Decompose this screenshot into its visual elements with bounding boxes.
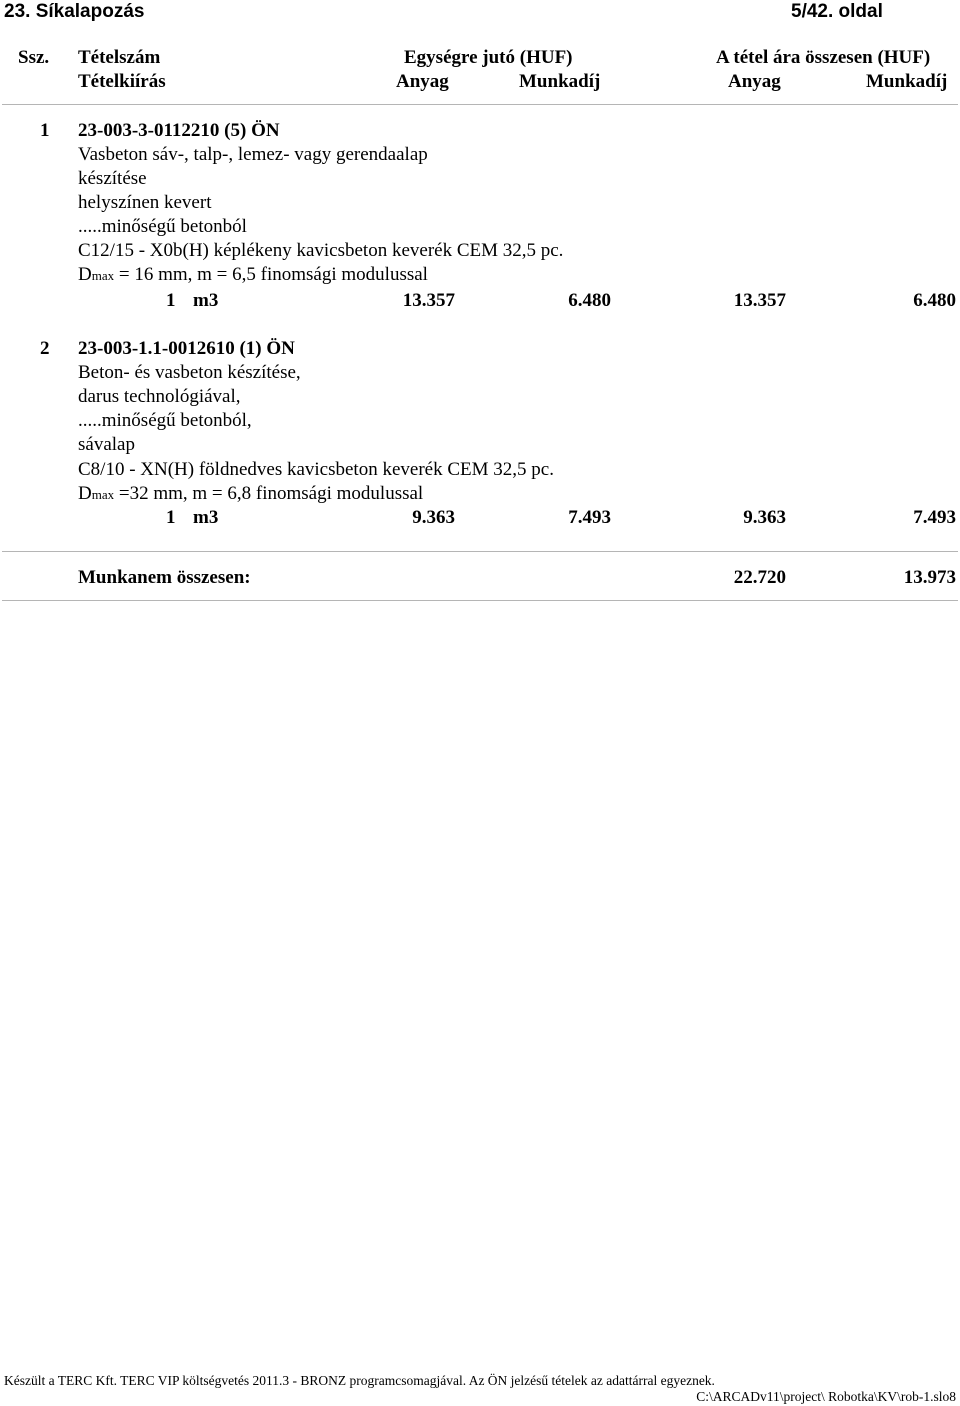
dmax-symbol: D [78,264,92,285]
item-dmax-line [78,263,428,288]
column-header-total-munkadij: Munkadíj [866,71,948,92]
item-number: 1 [40,120,50,141]
item-number: 2 [40,338,50,359]
dmax-text: =32 mm, m = 6,8 finomsági modulussal [114,483,424,504]
item-unit-anyag: 9.363 [412,507,455,528]
item-description-line: helyszínen kevert [78,192,212,213]
summary-label: Munkanem összesen: [78,567,251,588]
dmax-subscript: max [91,268,115,283]
item-description-line: Vasbeton sáv-, talp-, lemez- vagy gerendaalap [78,144,428,165]
item-total-anyag: 9.363 [743,507,786,528]
item-description-line: .....minőségű betonból, [78,410,252,431]
item-description-line: sávalap [78,434,135,455]
column-header-unit-munkadij: Munkadíj [519,71,601,92]
summary-total-anyag: 22.720 [733,567,786,588]
item-unit: m3 [193,290,219,311]
item-quantity: 1 [166,507,176,528]
item-description-line: Beton- és vasbeton készítése, [78,362,301,383]
header-divider [2,104,958,105]
footer-file-path: C:\ARCADv11\project\ Robotka\KV\rob-1.slo8 [696,1389,956,1404]
item-total-munkadij: 7.493 [913,507,956,528]
item-code: 23-003-1.1-0012610 (1) ÖN [78,338,295,359]
item-unit-munkadij: 7.493 [568,507,611,528]
items-divider [2,551,958,552]
item-unit-munkadij: 6.480 [568,290,611,311]
item-quantity: 1 [166,290,176,311]
summary-total-munkadij: 13.973 [903,567,956,588]
column-header-ssz: Ssz. [18,47,50,68]
item-unit-anyag: 13.357 [402,290,455,311]
item-total-anyag: 13.357 [733,290,786,311]
item-description-line: .....minőségű betonból [78,216,247,237]
item-description-line: darus technológiával, [78,386,241,407]
column-header-total-anyag: Anyag [728,71,781,92]
column-header-total-price: A tétel ára összesen (HUF) [716,47,931,68]
column-header-unit-price: Egységre jutó (HUF) [404,47,573,68]
column-header-tetelszam: Tételszám [78,47,161,68]
page-indicator: 5/42. oldal [791,1,883,22]
item-code: 23-003-3-0112210 (5) ÖN [78,120,280,141]
chapter-title: 23. Síkalapozás [4,1,145,22]
item-total-munkadij: 6.480 [913,290,956,311]
footer-note: Készült a TERC Kft. TERC VIP költségvetés 2011.3 - BRONZ programcsomagjával. Az ÖN jelzésű tételek az adattárral egyeznek. [4,1373,715,1388]
column-header-tetelkiiras: Tételkiírás [78,71,166,92]
column-header-unit-anyag: Anyag [396,71,449,92]
summary-divider [2,600,958,601]
item-description-line: C8/10 - XN(H) földnedves kavicsbeton keverék CEM 32,5 pc. [78,459,554,480]
dmax-subscript: max [91,487,115,502]
item-unit: m3 [193,507,219,528]
dmax-text: = 16 mm, m = 6,5 finomsági modulussal [114,264,428,285]
item-dmax-line [78,482,423,507]
item-description-line: C12/15 - X0b(H) képlékeny kavicsbeton keverék CEM 32,5 pc. [78,240,564,261]
dmax-symbol: D [78,483,92,504]
item-description-line: készítése [78,168,147,189]
